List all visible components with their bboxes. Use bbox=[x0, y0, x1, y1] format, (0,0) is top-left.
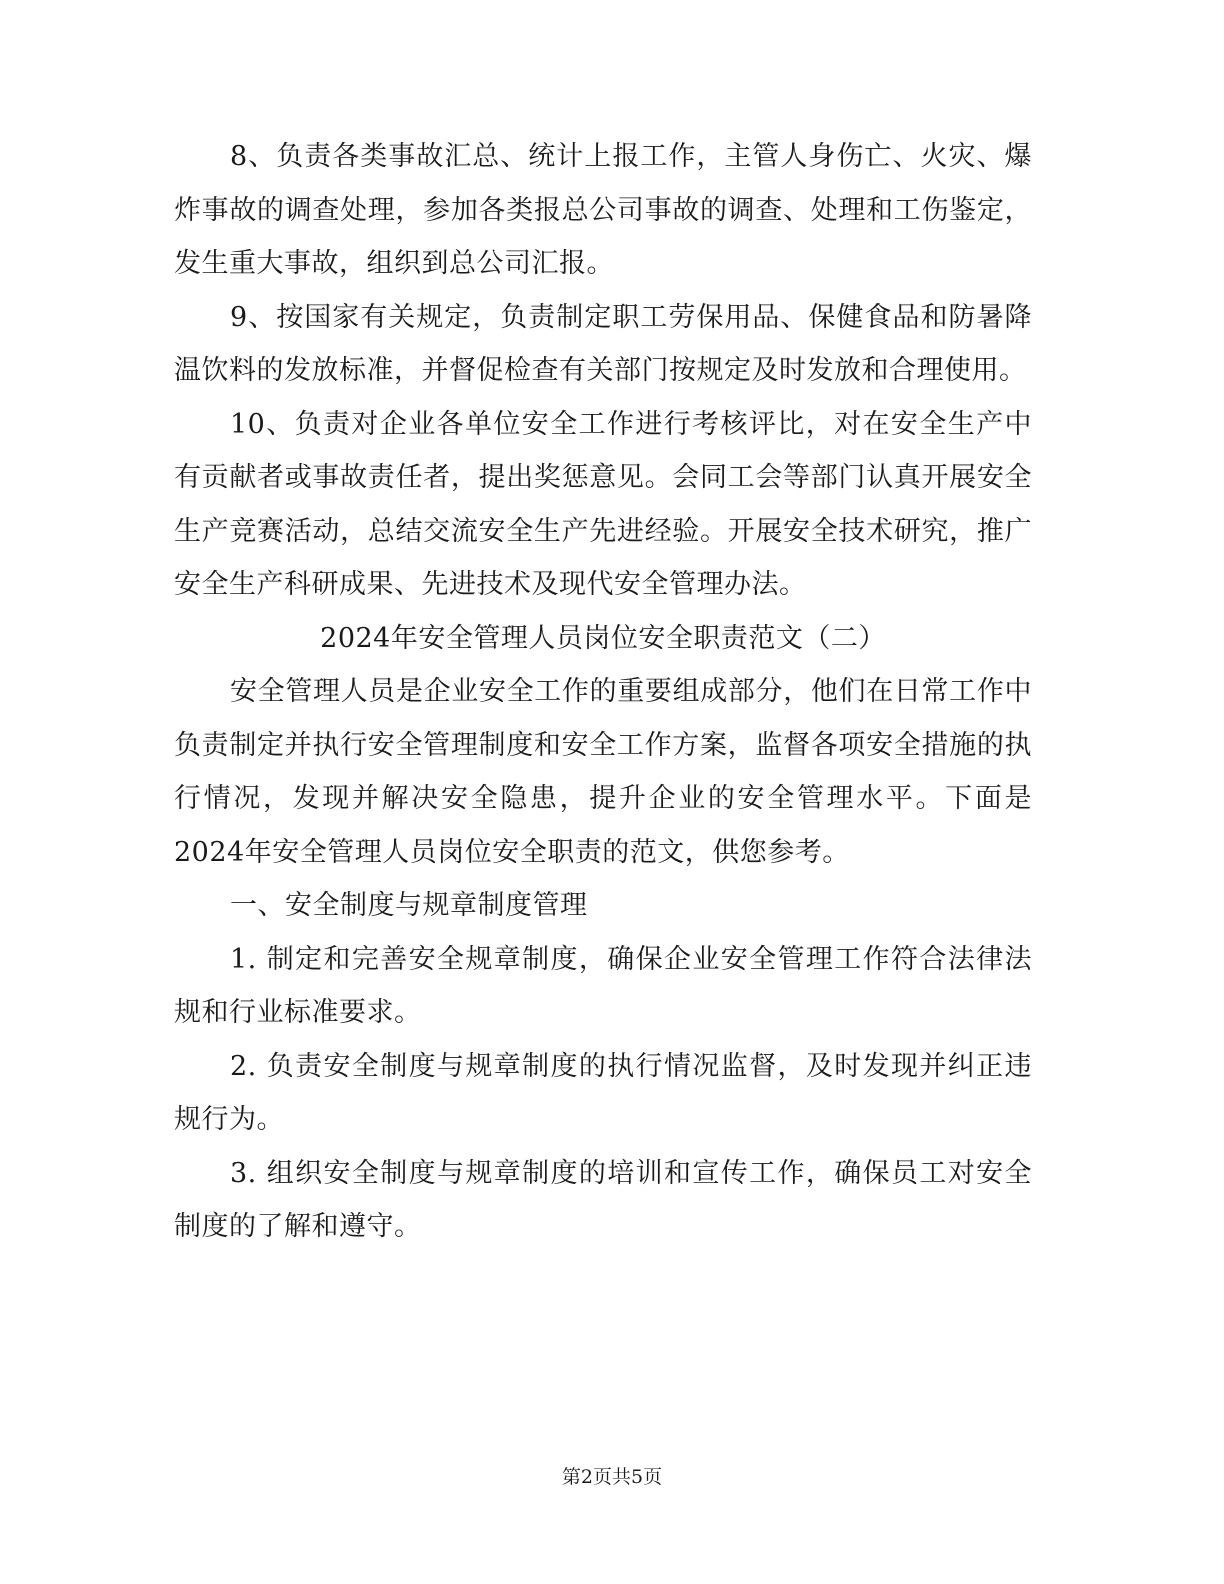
paragraph-item-3: 3. 组织安全制度与规章制度的培训和宣传工作，确保员工对安全制度的了解和遵守。 bbox=[174, 1157, 1032, 1242]
intro-paragraph: 安全管理人员是企业安全工作的重要组成部分，他们在日常工作中负责制定并执行安全管理制度和安全工作方案，监督各项安全措施的执行情况，发现并解决安全隐患，提升企业的安全管理水平。下面是2024年安全管理人员岗位安全职责的范文，供您参考。 bbox=[174, 676, 1032, 868]
document-body bbox=[174, 130, 1032, 1254]
paragraph-item-8: 8、负责各类事故汇总、统计上报工作，主管人身伤亡、火灾、爆炸事故的调查处理，参加各类报总公司事故的调查、处理和工伤鉴定，发生重大事故，组织到总公司汇报。 bbox=[174, 141, 1032, 279]
page-number-footer: 第2页共5页 bbox=[561, 1466, 663, 1488]
section-title: 2024年安全管理人员岗位安全职责范文（二） bbox=[320, 622, 886, 654]
paragraph-item-1: 1. 制定和完善安全规章制度，确保企业安全管理工作符合法律法规和行业标准要求。 bbox=[174, 943, 1032, 1028]
paragraph-item-10: 10、负责对企业各单位安全工作进行考核评比，对在安全生产中有贡献者或事故责任者，提出奖惩意见。会同工会等部门认真开展安全生产竞赛活动，总结交流安全生产先进经验。开展安全技术研究，推广安全生产科研成果、先进技术及现代安全管理办法。 bbox=[174, 408, 1032, 600]
paragraph-item-2: 2. 负责安全制度与规章制度的执行情况监督，及时发现并纠正违规行为。 bbox=[174, 1050, 1032, 1135]
paragraph-item-9: 9、按国家有关规定，负责制定职工劳保用品、保健食品和防暑降温饮料的发放标准，并督促检查有关部门按规定及时发放和合理使用。 bbox=[174, 301, 1032, 386]
section-heading: 一、安全制度与规章制度管理 bbox=[230, 890, 588, 921]
